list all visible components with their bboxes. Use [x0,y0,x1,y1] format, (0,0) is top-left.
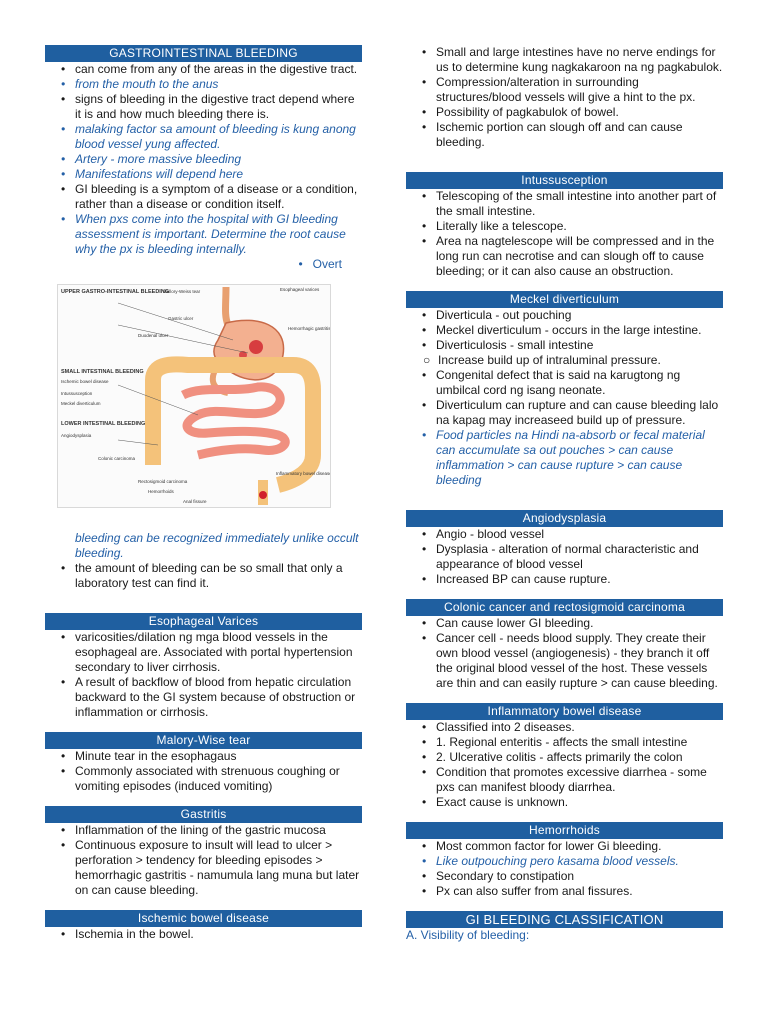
figure-label: Duodenal ulcer [138,333,169,338]
malory-wise-list [45,749,362,794]
list-item: • 2. Ulcerative colitis - affects primarily the colon [406,750,723,765]
figure-label: Hemorrhagic gastritis [288,326,331,331]
list-item: • Exact cause is unknown. [406,795,723,810]
list-item: • Diverticulum can rupture and can cause bleeding lalo na kapag may increaseed build up of pressure. [406,398,723,428]
section-header-gastritis: Gastritis [45,806,362,823]
section-header-ischemic-bowel: Ischemic bowel disease [45,910,362,927]
figure-title-lower: LOWER INTESTINAL BLEEDING [61,421,146,427]
list-item: • Angio - blood vessel [406,527,723,542]
list-item: • from the mouth to the anus [45,77,362,92]
after-figure-list [45,531,362,591]
list-item: • the amount of bleeding can be so small that only a laboratory test can find it. [45,561,362,591]
section-header-colonic-cancer: Colonic cancer and rectosigmoid carcinoma [406,599,723,616]
ibd-list [406,720,723,810]
list-item: • signs of bleeding in the digestive tract depend where it is and how much bleeding there is. [45,92,362,122]
section-header-gi-classification: GI BLEEDING CLASSIFICATION [406,911,723,928]
hemorrhoids-list [406,839,723,899]
esophageal-varices-list [45,630,362,720]
list-item: • varicosities/dilation ng mga blood vessels in the esophageal are. Associated with portal hypertension secondary to liver cirrhosis. [45,630,362,675]
section-header-meckel: Meckel diverticulum [406,291,723,308]
list-item: • Dysplasia - alteration of normal characteristic and appearance of blood vessel [406,542,723,572]
list-item: • Artery - more massive bleeding [45,152,362,167]
section-header-ibd: Inflammatory bowel disease [406,703,723,720]
list-item: • When pxs come into the hospital with GI bleeding assessment is important. Determine the root cause why the px is bleeding internally. [45,212,362,257]
figure-label: Ischemic bowel disease [61,379,109,384]
figure-label: Rectosigmoid carcinoma [138,479,188,484]
list-item: • Secondary to constipation [406,869,723,884]
right-column [406,45,723,943]
list-item: • A result of backflow of blood from hepatic circulation backward to the GI system because of obstruction or inflammation or cirrhosis. [45,675,362,720]
section-header-angiodysplasia: Angiodysplasia [406,510,723,527]
figure-title-upper: UPPER GASTRO-INTESTINAL BLEEDING [61,289,170,295]
list-item: • Ischemia in the bowel. [45,927,362,942]
bleeding-spot [249,340,263,354]
figure-label: Inflammatory bowel disease [276,471,331,476]
gi-anatomy-figure [57,284,331,508]
list-item: • Manifestations will depend here [45,167,362,182]
list-item: • Possibility of pagkabulok of bowel. [406,105,723,120]
figure-label: Intussusception [61,391,93,396]
figure-label: Gastric ulcer [168,316,194,321]
meckel-list [406,308,723,488]
section-header-malory-wise-tear: Malory-Wise tear [45,732,362,749]
esophagus-shape [226,287,229,325]
intussusception-list [406,189,723,279]
figure-label: Anal fissure [183,499,207,504]
list-item: • 1. Regional enteritis - affects the small intestine [406,735,723,750]
left-column [45,45,362,942]
sub-list-item: ○ Increase build up of intraluminal pressure. [406,353,723,368]
list-item: • Most common factor for lower Gi bleeding. [406,839,723,854]
list-item: • malaking factor sa amount of bleeding is kung anong blood vessel yung affected. [45,122,362,152]
section-header-gi-bleeding: GASTROINTESTINAL BLEEDING [45,45,362,62]
bleeding-spot [259,491,267,499]
figure-title-small: SMALL INTESTINAL BLEEDING [61,369,144,375]
angiodysplasia-list [406,527,723,587]
list-item: • Increased BP can cause rupture. [406,572,723,587]
section-header-hemorrhoids: Hemorrhoids [406,822,723,839]
figure-label: Hemorrhoids [148,489,174,494]
list-item: • Cancer cell - needs blood supply. They create their own blood vessel (angiogenesis) - they branch it off the original blood vessel of the host. These vessels are thin and can easily rupture > can cause bleeding. [406,631,723,691]
figure-label: Angiodysplasia [61,433,92,438]
list-item: • Literally like a telescope. [406,219,723,234]
section-header-intussusception: Intussusception [406,172,723,189]
list-item: • Ischemic portion can slough off and can cause bleeding. [406,120,723,150]
list-item: • Continuous exposure to insult will lead to ulcer > perforation > tendency for bleeding episodes > hemorrhagic gastritis - namumula lang muna but later on can cause bleeding. [45,838,362,898]
figure-label: Meckel diverticulum [61,401,101,406]
list-item: • GI bleeding is a symptom of a disease or a condition, rather than a disease or condition itself. [45,182,362,212]
figure-label: Esophageal varices [280,287,320,292]
ischemic-list [45,927,362,942]
list-item: • Classified into 2 diseases. [406,720,723,735]
list-item: bleeding can be recognized immediately unlike occult bleeding. [75,531,359,560]
gi-bleeding-list [45,62,362,257]
list-item: • Congenital defect that is said na karugtong ng umbilcal cord ng isang neonate. [406,368,723,398]
list-item: • Commonly associated with strenuous coughing or vomiting episodes (induced vomiting) [45,764,362,794]
ischemic-continued-list [406,45,723,150]
colonic-cancer-list [406,616,723,691]
list-item: • Meckel diverticulum - occurs in the large intestine. [406,323,723,338]
figure-label: Mallory-Weiss tear [163,289,201,294]
list-item: • Can cause lower GI bleeding. [406,616,723,631]
list-item: • Diverticulosis - small intestine [406,338,723,353]
list-item: • Inflammation of the lining of the gastric mucosa [45,823,362,838]
classification-subheading: A. Visibility of bleeding: [406,928,530,942]
list-item: • Food particles na Hindi na-absorb or fecal material can accumulate sa out pouches > can cause inflammation > can cause rupture > can cause bleeding [406,428,723,488]
list-item: • Compression/alteration in surrounding structures/blood vessels will give a hint to the px. [406,75,723,105]
list-item: • can come from any of the areas in the digestive tract. [45,62,362,77]
list-item: • Like outpouching pero kasama blood vessels. [406,854,723,869]
list-item: • Diverticula - out pouching [406,308,723,323]
gastritis-list [45,823,362,898]
section-header-esophageal-varices: Esophageal Varices [45,613,362,630]
figure-label: Colonic carcinoma [98,456,136,461]
list-item: • Area na nagtelescope will be compressed and in the long run can necrotise and can slough off to cause bleeding; or it can also cause an obstruction. [406,234,723,279]
overt-label: • Overt [298,257,342,271]
list-item: • Condition that promotes excessive diarrhea - some pxs can manifest bloody diarrhea. [406,765,723,795]
list-item: • Telescoping of the small intestine into another part of the small intestine. [406,189,723,219]
list-item: • Small and large intestines have no nerve endings for us to determine kung nagkakaroon na ng pagkabulok. [406,45,723,75]
list-item: • Px can also suffer from anal fissures. [406,884,723,899]
list-item: • Minute tear in the esophagaus [45,749,362,764]
